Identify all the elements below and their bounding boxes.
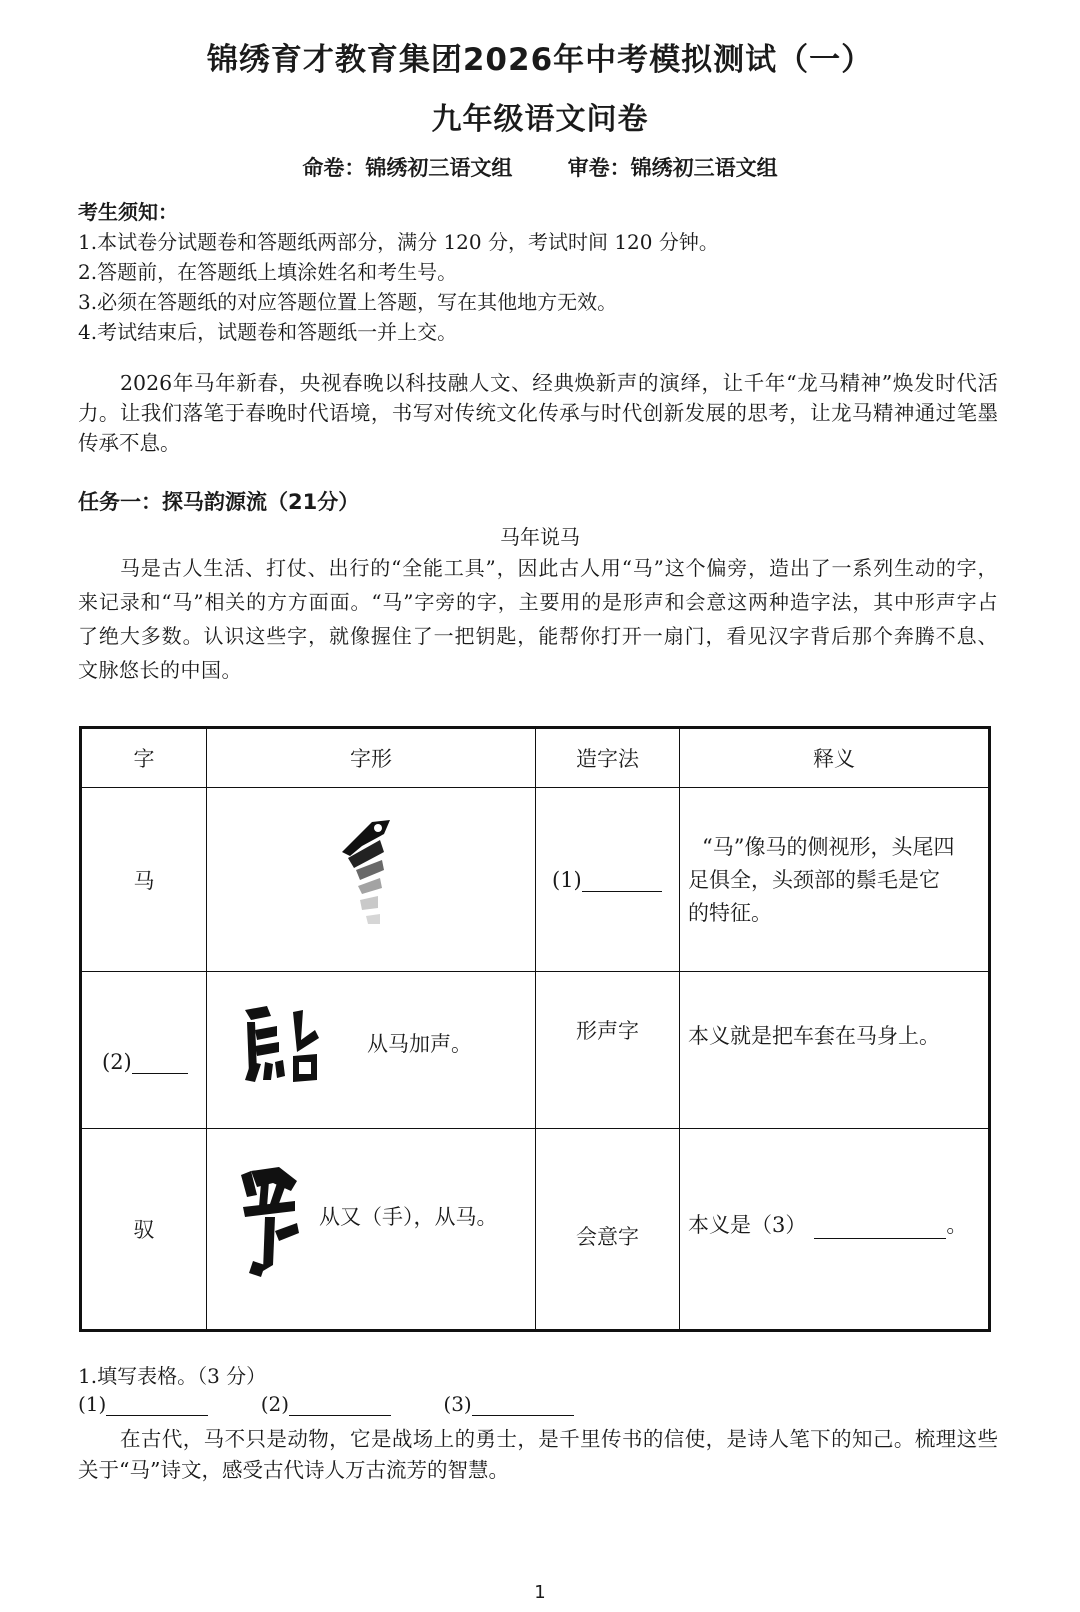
exam-title: 锦绣育才教育集团2026年中考模拟测试（一） xyxy=(206,42,874,78)
blank-label: (3) xyxy=(443,1392,472,1416)
answer-blank-2[interactable] xyxy=(132,1053,188,1074)
table-row2-form xyxy=(207,972,536,1129)
notice-item: 2.答题前，在答题纸上填涂姓名和考生号。 xyxy=(78,260,458,284)
table-row3-meaning xyxy=(680,1129,988,1329)
reading-title: 马年说马 xyxy=(500,525,580,549)
table-header-form: 字形 xyxy=(207,729,536,788)
character-table xyxy=(79,726,991,1332)
notice-item: 3.必须在答题纸的对应答题位置上答题，写在其他地方无效。 xyxy=(78,290,618,314)
table-row2-method: 形声字 xyxy=(536,972,680,1129)
blank-label: (1) xyxy=(78,1392,107,1416)
meaning-text: 本义就是把车套在马身上。 xyxy=(688,1024,940,1048)
table-row1-form xyxy=(207,788,536,972)
seal-jia-glyph-icon xyxy=(237,1000,325,1088)
table-row2-char xyxy=(82,972,207,1129)
question-1-prompt: 1.填写表格。（3 分） xyxy=(78,1364,267,1388)
question-1-blanks xyxy=(78,1392,574,1416)
table-row3-char: 驭 xyxy=(82,1129,207,1329)
meaning-text: “马”像马的侧视形，头尾四足俱全，头颈部的鬃毛是它的特征。 xyxy=(688,835,955,925)
task-heading: 任务一：探马韵源流（21分） xyxy=(78,490,360,514)
blank-label-1: (1) xyxy=(552,868,582,892)
notice-item: 4.考试结束后，试题卷和答题纸一并上交。 xyxy=(78,320,458,344)
answer-line-1[interactable] xyxy=(106,1395,208,1416)
answer-line-3[interactable] xyxy=(472,1395,574,1416)
table-row3-form xyxy=(207,1129,536,1329)
table-header-method: 造字法 xyxy=(536,729,680,788)
answer-blank-3[interactable] xyxy=(814,1218,946,1239)
answer-blank-1[interactable] xyxy=(582,871,662,892)
intro-paragraph: 2026年马年新春，央视春晚以科技融人文、经典焕新声的演绎，让千年“龙马精神”焕发时代活力。让我们落笔于春晚时代语境，书写对传统文化传承与时代创新发展的思考，让龙马精神通过笔墨传承不息。 xyxy=(78,371,998,455)
notice-heading: 考生须知： xyxy=(78,200,178,224)
table-row3-method: 会意字 xyxy=(536,1129,680,1329)
table-row1-meaning xyxy=(680,788,988,972)
paper-subtitle: 九年级语文问卷 xyxy=(431,102,649,137)
form-note-2: 从马加声。 xyxy=(367,1032,472,1056)
page-number: 1 xyxy=(534,1582,546,1603)
answer-line-2[interactable] xyxy=(289,1395,391,1416)
table-row1-method xyxy=(536,788,680,972)
reviewer: 审卷：锦绣初三语文组 xyxy=(567,156,778,180)
author-line xyxy=(0,152,1080,182)
reading-passage: 马是古人生活、打仗、出行的“全能工具”，因此古人用“马”这个偏旁，造出了一系列生动的字，来记录和“马”相关的方方面面。“马”字旁的字，主要用的是形声和会意这两种造字法，其中形声字占了绝大多数。认识这些字，就像握住了一把钥匙，能帮你打开一扇门，看见汉字背后那个奔腾不息、文脉悠长的中国。 xyxy=(78,556,998,682)
author: 命卷：锦绣初三语文组 xyxy=(302,156,513,180)
meaning-suffix: 。 xyxy=(946,1213,968,1237)
blank-label: (2) xyxy=(260,1392,290,1416)
table-header-char: 字 xyxy=(82,729,207,788)
form-note-3: 从又（手），从马。 xyxy=(319,1205,498,1229)
exam-notice xyxy=(78,197,719,347)
meaning-text: 本义是（3） xyxy=(688,1213,807,1237)
table-row1-char: 马 xyxy=(82,788,207,972)
oracle-horse-glyph-icon xyxy=(332,812,402,932)
table-row2-meaning xyxy=(680,972,988,1129)
table-header-meaning: 释义 xyxy=(680,729,988,788)
poetry-intro-paragraph: 在古代，马不只是动物，它是战场上的勇士，是千里传书的信使，是诗人笔下的知己。梳理这些关于“马”诗文，感受古代诗人万古流芳的智慧。 xyxy=(78,1427,998,1482)
oracle-yu-glyph-icon xyxy=(235,1161,305,1281)
notice-item: 1.本试卷分试题卷和答题纸两部分，满分 120 分，考试时间 120 分钟。 xyxy=(78,230,719,254)
blank-label-2: (2) xyxy=(102,1050,132,1074)
